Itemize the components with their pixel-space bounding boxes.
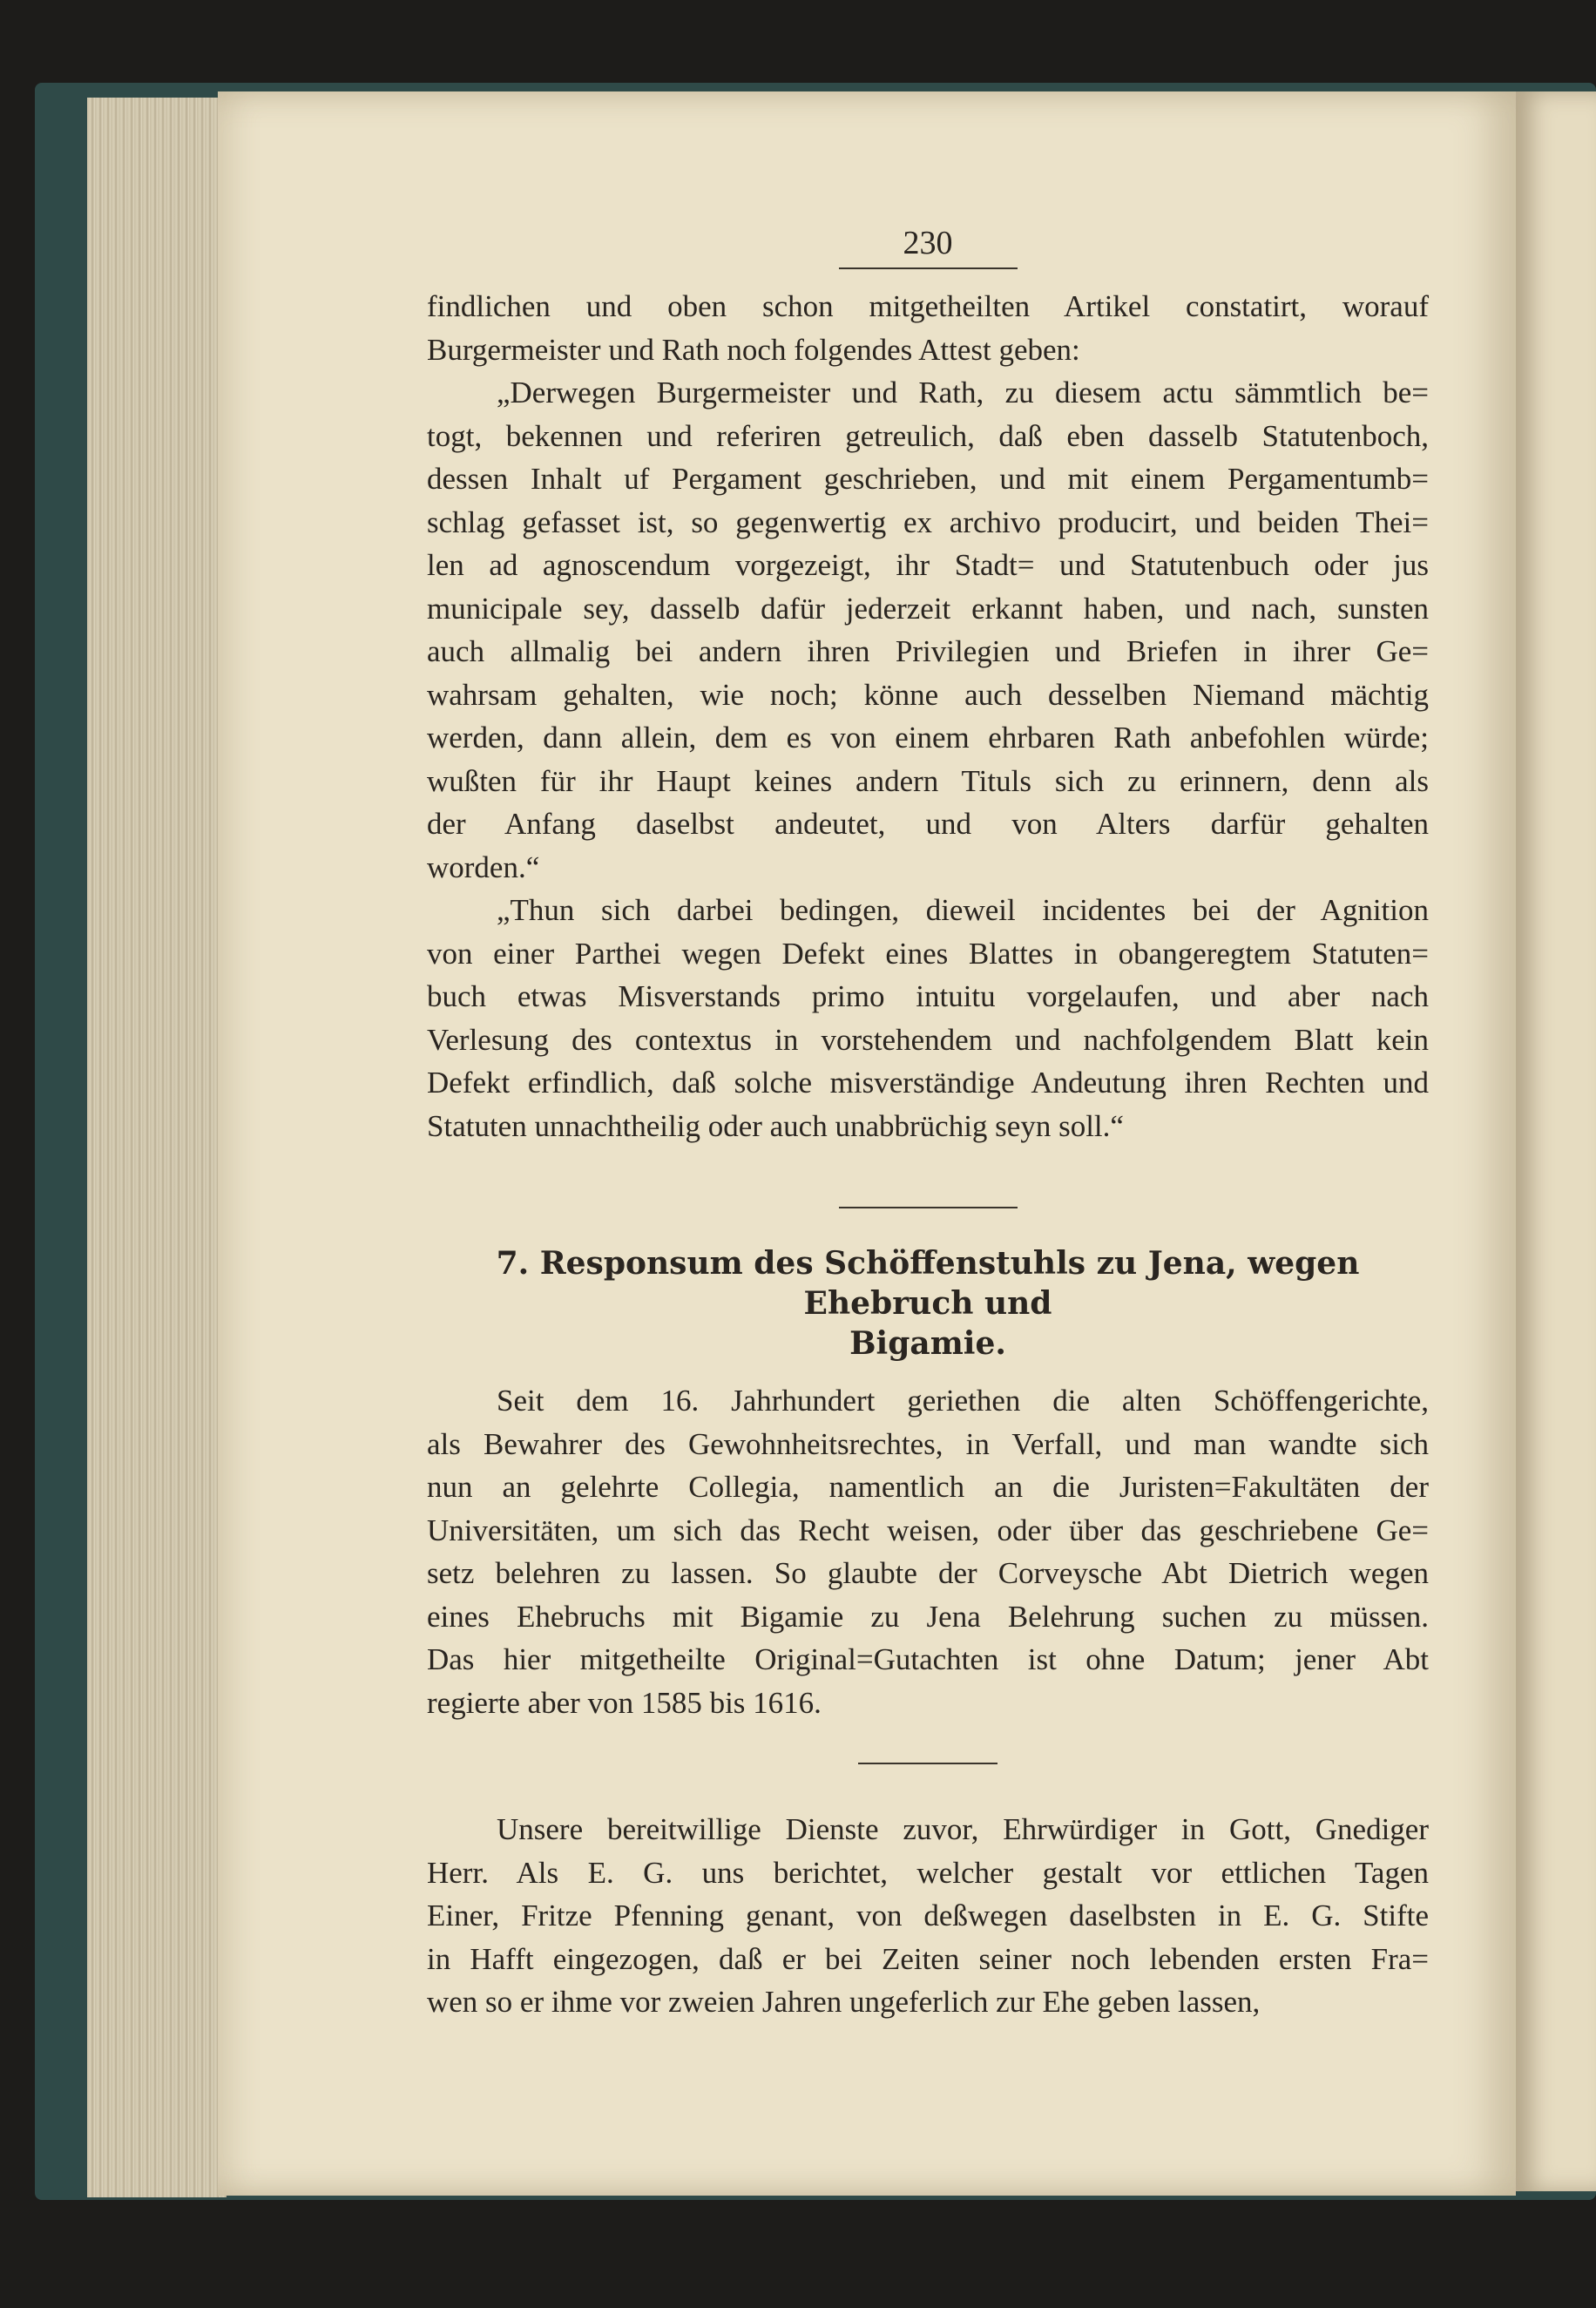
page-number: 230 [903, 225, 953, 261]
text-line: in Hafft eingezogen, daß er bei Zeiten seiner noch lebenden ersten Fra= [427, 1941, 1429, 1976]
paragraph [427, 1379, 1429, 1724]
text-line: Seit dem 16. Jahrhundert geriethen die alten Schöffengerichte, [497, 1384, 1429, 1418]
body-paragraphs [427, 285, 1429, 1147]
text-line: buch etwas Misverstands primo intuitu vorgelaufen, und aber nach [427, 979, 1429, 1013]
text-line: regierte aber von 1585 bis 1616. [427, 1685, 822, 1720]
section-intro-paragraph [427, 1379, 1429, 1724]
page-number-rule [839, 267, 1018, 269]
text-line: findlichen und oben schon mitgetheilten Artikel constatirt, worauf [427, 289, 1429, 323]
section-heading-line-2: Bigamie. [849, 1325, 1006, 1362]
text-line: len ad agnoscendum vorgezeigt, ihr Stadt= und Statutenbuch oder jus [427, 548, 1429, 582]
text-line: wen so er ihme vor zweien Jahren ungeferlich zur Ehe geben lassen, [427, 1985, 1261, 2019]
text-line: wahrsam gehalten, wie noch; könne auch desselben Niemand mächtig [427, 677, 1429, 712]
paragraph [427, 889, 1429, 1147]
text-line: Burgermeister und Rath noch folgendes Attest geben: [427, 332, 1080, 367]
text-line: worden.“ [427, 849, 540, 884]
book-page [218, 91, 1516, 2196]
text-line: werden, dann allein, dem es von einem ehrbaren Rath anbefohlen würde; [427, 721, 1429, 755]
text-line: Universitäten, um sich das Recht weisen, oder über das geschriebene Ge= [427, 1513, 1429, 1547]
text-line: „Thun sich darbei bedingen, dieweil incidentes bei der Agnition [497, 893, 1429, 927]
letter-paragraph [427, 1808, 1429, 2024]
paragraph [427, 285, 1429, 371]
text-line: auch allmalig bei andern ihren Privilegien und Briefen in ihrer Ge= [427, 634, 1429, 668]
text-line: municipale sey, dasselb dafür jederzeit erkannt haben, und nach, sunsten [427, 591, 1429, 626]
text-line: „Derwegen Burgermeister und Rath, zu diesem actu sämmtlich be= [497, 376, 1429, 409]
text-line: togt, bekennen und referiren getreulich, daß eben dasselb Statutenboch, [427, 418, 1429, 453]
letter-divider [858, 1763, 998, 1764]
text-line: Verlesung des contextus in vorstehendem und nachfolgendem Blatt kein [427, 1022, 1429, 1057]
text-line: schlag gefasset ist, so gegenwertig ex archivo producirt, und beiden Thei= [427, 504, 1429, 539]
page-text [427, 222, 1429, 2024]
section-divider [839, 1207, 1018, 1208]
text-line: nun an gelehrte Collegia, namentlich an die Juristen=Fakultäten der [427, 1470, 1429, 1504]
section-heading-line-1: 7. Responsum des Schöffenstuhls zu Jena, wegen Ehebruch und [496, 1245, 1360, 1322]
text-line: Unsere bereitwillige Dienste zuvor, Ehrwürdiger in Gott, Gnediger [497, 1812, 1429, 1846]
text-line: als Bewahrer des Gewohnheitsrechtes, in Verfall, und man wandte sich [427, 1426, 1429, 1461]
text-line: der Anfang daselbst andeutet, und von Alters darfür gehalten [427, 807, 1429, 841]
facing-page-edge [1516, 91, 1596, 2191]
paragraph [427, 1808, 1429, 2024]
page-edges [87, 98, 227, 2197]
text-line: Defekt erfindlich, daß solche misverständige Andeutung ihren Rechten und [427, 1066, 1429, 1100]
text-line: Einer, Fritze Pfenning genant, von deßwegen daselbsten in E. G. Stifte [427, 1899, 1429, 1932]
paragraph [427, 371, 1429, 889]
text-line: wußten für ihr Haupt keines andern Tituls sich zu erinnern, denn als [427, 763, 1429, 798]
text-line: Statuten unnachtheilig oder auch unabbrüchig seyn soll.“ [427, 1108, 1124, 1143]
section-heading [427, 1243, 1429, 1364]
text-line: von einer Parthei wegen Defekt eines Blattes in obangeregtem Statuten= [427, 936, 1429, 971]
text-line: Herr. Als E. G. uns berichtet, welcher gestalt vor ettlichen Tagen [427, 1855, 1429, 1890]
text-line: eines Ehebruchs mit Bigamie zu Jena Belehrung suchen zu müssen. [427, 1599, 1429, 1634]
text-line: dessen Inhalt uf Pergament geschrieben, und mit einem Pergamentumb= [427, 462, 1429, 496]
text-line: Das hier mitgetheilte Original=Gutachten ist ohne Datum; jener Abt [427, 1642, 1429, 1676]
text-line: setz belehren zu lassen. So glaubte der Corveysche Abt Dietrich wegen [427, 1556, 1429, 1590]
